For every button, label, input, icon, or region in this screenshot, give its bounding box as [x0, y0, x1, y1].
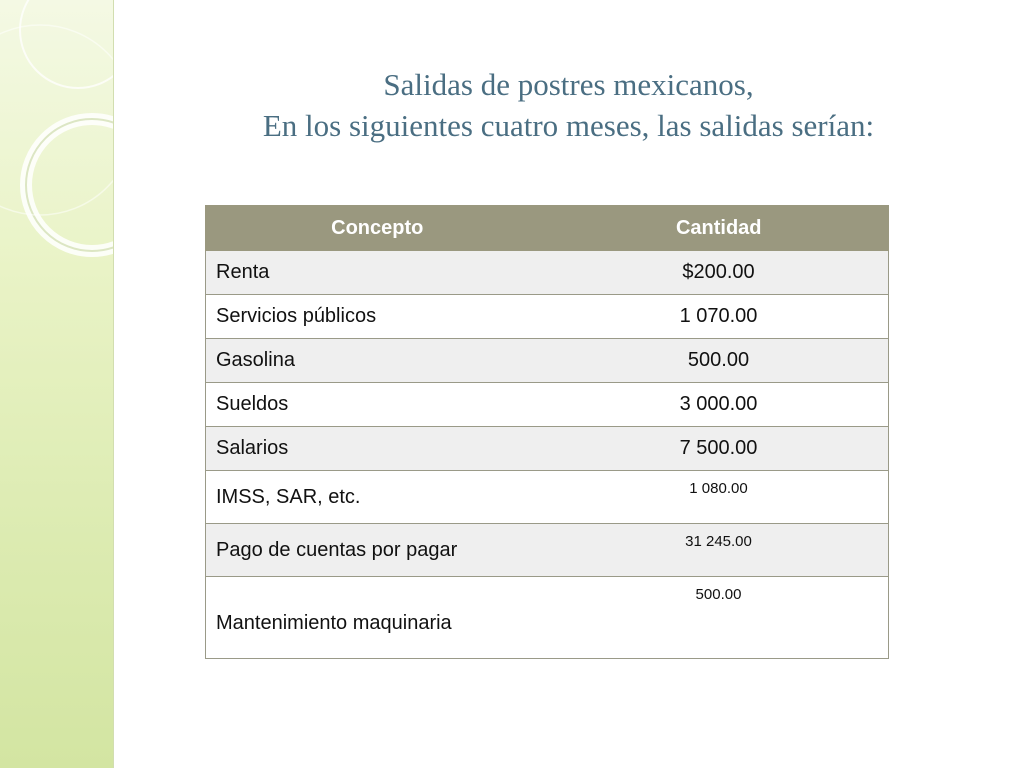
- table-row: [206, 471, 889, 524]
- expenses-table: [205, 205, 889, 659]
- decorative-side-band: [0, 0, 114, 768]
- concepto-cell: Salarios: [206, 427, 550, 471]
- table-row: [206, 524, 889, 577]
- slide-title: [113, 64, 1024, 146]
- cantidad-cell: 3 000.00: [549, 383, 889, 427]
- concepto-cell: Servicios públicos: [206, 295, 550, 339]
- table-row: [206, 383, 889, 427]
- table-row: [206, 339, 889, 383]
- concepto-cell: Gasolina: [206, 339, 550, 383]
- table-row: [206, 577, 889, 659]
- table-header-row: [206, 206, 889, 251]
- table-row: [206, 295, 889, 339]
- cantidad-cell: $200.00: [549, 251, 889, 295]
- title-line-1: Salidas de postres mexicanos,: [383, 67, 754, 102]
- cantidad-cell: 7 500.00: [549, 427, 889, 471]
- table-row: [206, 427, 889, 471]
- concepto-cell: Pago de cuentas por pagar: [206, 524, 550, 577]
- cantidad-cell: 1 070.00: [549, 295, 889, 339]
- cantidad-cell: 500.00: [549, 577, 889, 659]
- table-row: [206, 251, 889, 295]
- cantidad-cell: 31 245.00: [549, 524, 889, 577]
- concepto-cell: IMSS, SAR, etc.: [206, 471, 550, 524]
- concepto-cell: Renta: [206, 251, 550, 295]
- decorative-rings-graphic: [0, 0, 113, 768]
- title-line-2: En los siguientes cuatro meses, las salidas serían:: [262, 108, 875, 143]
- concepto-cell: Sueldos: [206, 383, 550, 427]
- concepto-cell: Mantenimiento maquinaria: [206, 577, 550, 659]
- cantidad-cell: 500.00: [549, 339, 889, 383]
- column-header-cantidad: Cantidad: [549, 206, 889, 251]
- column-header-concepto: Concepto: [206, 206, 550, 251]
- cantidad-cell: 1 080.00: [549, 471, 889, 524]
